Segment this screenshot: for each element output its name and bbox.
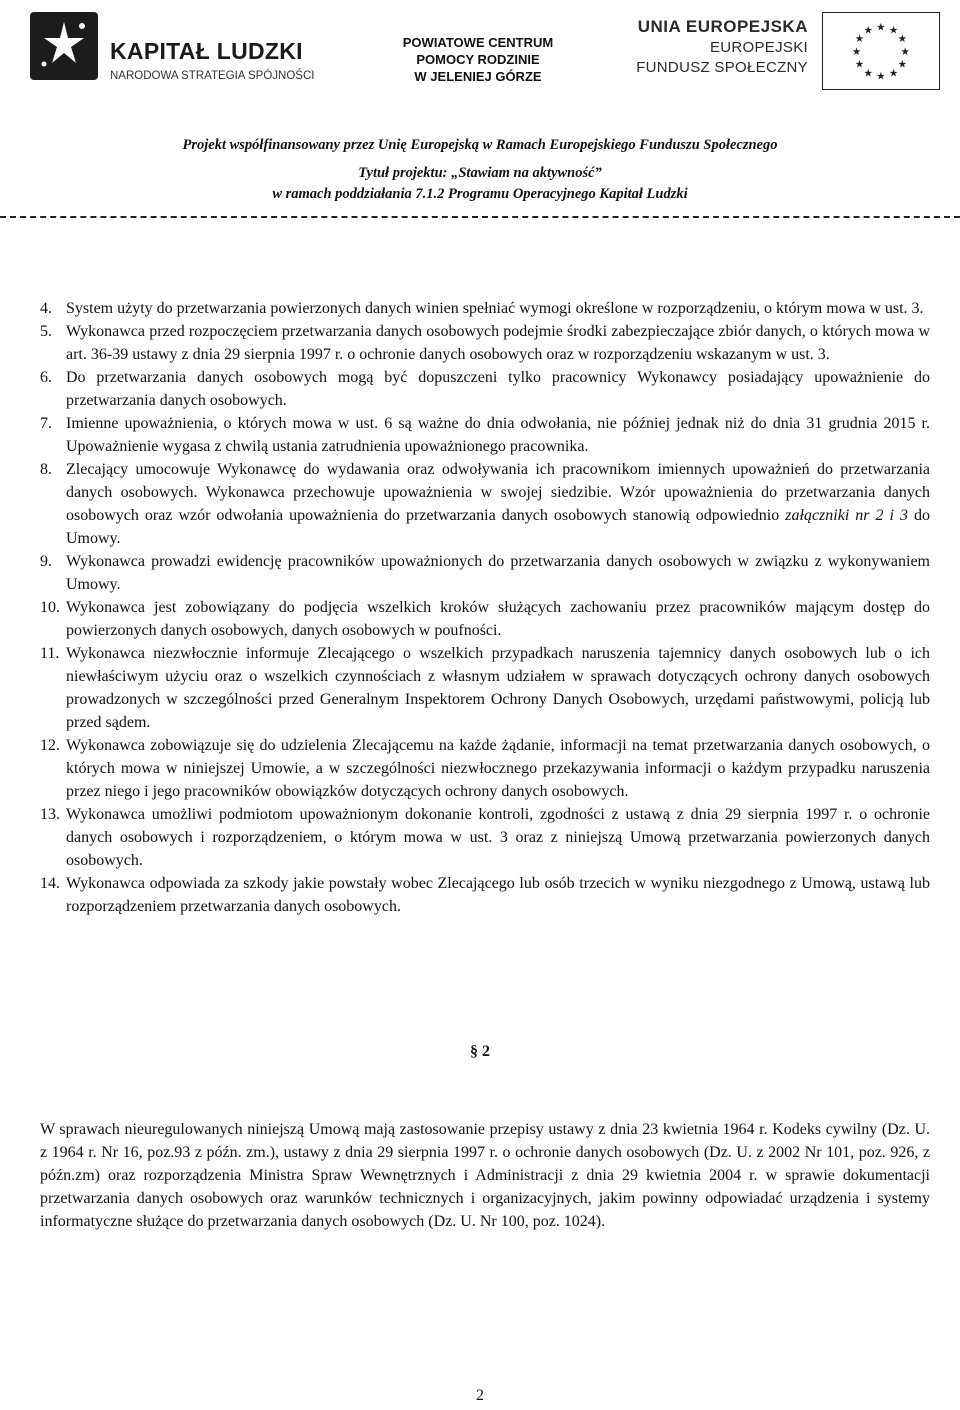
pcpr-line-3: W JELENIEJ GÓRZE: [414, 69, 542, 84]
svg-text:★: ★: [897, 33, 908, 46]
svg-text:★: ★: [897, 58, 908, 71]
svg-text:★: ★: [854, 33, 865, 46]
item-text: Zlecający umocowuje Wykonawcę do wydawania oraz odwoływania ich pracownikom imiennych upoważnień do przetwarzania danych osobowych. Wykonawca przechowuje upoważnienia w swojej siedzibie. Wzór upoważnienia do przetwarzania danych osobowych oraz wzór odwołania upoważnienia do przetwarzania danych osobowych stanowią odpowiednio: [66, 461, 930, 524]
svg-text:★: ★: [876, 21, 886, 34]
item-number: 10.: [40, 599, 60, 616]
eu-flag-icon: [822, 12, 940, 90]
svg-text:★: ★: [863, 67, 874, 80]
clause-list: [40, 297, 930, 918]
svg-text:★: ★: [863, 24, 874, 37]
svg-text:★: ★: [876, 70, 886, 83]
final-paragraph: W sprawach nieuregulowanych niniejszą Umową mają zastosowanie przepisy ustawy z dnia 23 kwietnia 1964 r. Kodeks cywilny (Dz. U. z 1964 r. Nr 16, poz.93 z późn. zm.), ustawy z dnia 29 sierpnia 1997 r. o ochronie danych osobowych (Dz. U. z 2002 Nr 101, poz. 926, z późn.zm) oraz rozporządzenia Ministra Spraw Wewnętrznych i Administracji z dnia 29 kwietnia 2004 r. w sprawie dokumentacji przetwarzania danych osobowych oraz warunków technicznych i organizacyjnych, jakim powinny odpowiadać urządzenia i systemy informatyczne służące do przetwarzania danych osobowych (Dz. U. Nr 100, poz. 1024).: [40, 1121, 930, 1230]
item-number: 6.: [40, 369, 52, 386]
item-text: Wykonawca prowadzi ewidencję pracowników upoważnionych do przetwarzania danych osobowych w związku z wykonywaniem Umowy.: [66, 553, 930, 593]
svg-text:★: ★: [900, 45, 911, 58]
kapital-ludzki-subtitle: NARODOWA STRATEGIA SPÓJNOŚCI: [110, 70, 315, 82]
kapital-ludzki-logo: [30, 12, 320, 92]
pcpr-line-1: POWIATOWE CENTRUM: [402, 35, 554, 50]
list-item: [40, 872, 930, 918]
item-number: 4.: [40, 300, 52, 317]
project-title-line: Tytuł projektu: „Stawiam na aktywność”: [358, 165, 602, 181]
list-item: [40, 366, 930, 412]
item-text-end: do Umowy.: [66, 507, 930, 547]
eu-logo: [636, 12, 940, 92]
item-number: 7.: [40, 415, 52, 432]
item-text: Wykonawca odpowiada za szkody jakie powstały wobec Zlecającego lub osób trzecich w wyniku niezgodnego z Umową, ustawą lub rozporządzeniem przetwarzania danych osobowych.: [66, 875, 930, 915]
item-number: 5.: [40, 323, 52, 340]
svg-text:★: ★: [854, 58, 865, 71]
list-item: [40, 297, 930, 320]
list-item: [40, 596, 930, 642]
item-number: 11.: [40, 645, 60, 662]
list-item: [40, 550, 930, 596]
list-item: [40, 458, 930, 550]
list-item: [40, 320, 930, 366]
page-number: 2: [476, 1387, 484, 1404]
section-heading: § 2: [470, 1043, 490, 1060]
item-number: 14.: [40, 875, 60, 892]
project-cofinancing-line: Projekt współfinansowany przez Unię Europejską w Ramach Europejskiego Funduszu Społecznego: [182, 137, 778, 153]
eu-logo-text: [636, 16, 808, 78]
item-text: Wykonawca zobowiązuje się do udzielenia Zlecającemu na każde żądanie, informacji na temat przetwarzania danych osobowych, o których mowa w niniejszej Umowie, a w szczególności niezwłocznego przekazywania informacji o każdym przypadku naruszenia przez niego i jego pracowników obowiązków dotyczących ochrony danych osobowych.: [66, 737, 930, 800]
document-body: [40, 297, 930, 918]
list-item: [40, 734, 930, 803]
item-number: 13.: [40, 806, 60, 823]
item-number: 9.: [40, 553, 52, 570]
list-item: [40, 412, 930, 458]
pcpr-line-2: POMOCY RODZINIE: [416, 52, 540, 67]
item-text: Wykonawca jest zobowiązany do podjęcia wszelkich kroków służących zachowaniu przez pracowników mającym dostęp do powierzonych danych osobowych, danych osobowych w poufności.: [66, 599, 930, 639]
eu-line-2: EUROPEJSKI: [709, 39, 808, 56]
kapital-ludzki-title: KAPITAŁ LUDZKI: [110, 38, 303, 64]
list-item: [40, 803, 930, 872]
item-text: Wykonawca umożliwi podmiotom upoważnionym dokonanie kontroli, zgodności z ustawą z dnia 29 sierpnia 1997 r. o ochronie danych osobowych i rozporządzeniem, o którym mowa w ust. 3 oraz z niniejszą Umową przetwarzania powierzonych danych osobowych.: [66, 806, 930, 869]
svg-text:★: ★: [851, 45, 862, 58]
item-text: Wykonawca przed rozpoczęciem przetwarzania danych osobowych podejmie środki zabezpieczające zbiór danych, o których mowa w art. 36-39 ustawy z dnia 29 sierpnia 1997 r. o ochronie danych osobowych oraz w rozporządzeniu wskazanym w ust. 3.: [66, 323, 930, 363]
header-separator: [0, 216, 960, 218]
item-text: System użyty do przetwarzania powierzonych danych winien spełniać wymogi określone w rozporządzeniu, o którym mowa w ust. 3.: [66, 300, 924, 317]
eu-line-1: UNIA EUROPEJSKA: [637, 17, 808, 36]
item-text: Wykonawca niezwłocznie informuje Zlecającego o wszelkich przypadkach naruszenia tajemnicy danych osobowych lub o ich niewłaściwym użyciu oraz o wszelkich czynnościach z własnym udziałem w sprawach dotyczących ochrony danych osobowych prowadzonych w szczególności przed Generalnym Inspektorem Ochrony Danych Osobowych, urzędami państwowymi, policją lub przed sądem.: [66, 645, 930, 731]
svg-text:★: ★: [888, 67, 899, 80]
item-number: 8.: [40, 461, 52, 478]
kapital-ludzki-emblem-icon: [30, 12, 98, 80]
list-item: [40, 642, 930, 734]
item-text: Imienne upoważnienia, o których mowa w ust. 6 są ważne do dnia odwołania, nie później jednak niż do dnia 31 grudnia 2015 r. Upoważnienie wygasa z chwilą ustania zatrudnienia upoważnionego pracownika.: [66, 415, 930, 455]
eu-line-3: FUNDUSZ SPOŁECZNY: [636, 59, 808, 76]
svg-text:★: ★: [888, 24, 899, 37]
project-programme-line: w ramach poddziałania 7.1.2 Programu Operacyjnego Kapitał Ludzki: [272, 186, 688, 202]
item-text: Do przetwarzania danych osobowych mogą być dopuszczeni tylko pracownicy Wykonawcy posiadający upoważnienie do przetwarzania danych osobowych.: [66, 369, 930, 409]
item-number: 12.: [40, 737, 60, 754]
item-text-emphasis: załączniki nr 2 i 3: [785, 507, 908, 524]
pcpr-name: [388, 34, 568, 85]
